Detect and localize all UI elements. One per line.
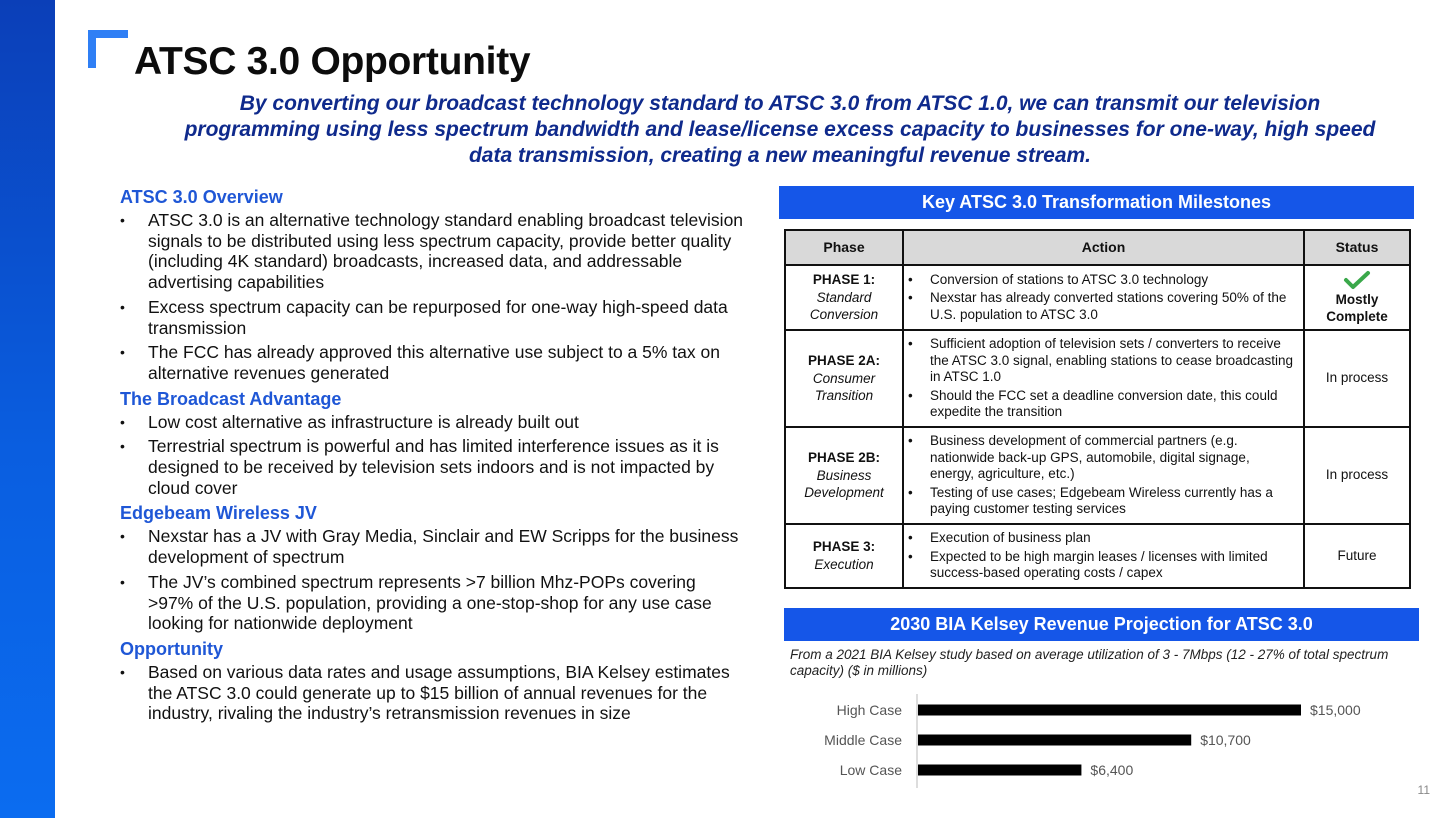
bullet-item: • Terrestrial spectrum is powerful and has limited interference issues as it is designed to be received by television sets indoors and is not impacted by cloud cover <box>120 436 745 498</box>
phase-cell <box>785 427 903 524</box>
bullet-item: • The JV’s combined spectrum represents >7 billion Mhz-POPs covering >97% of the U.S. population, providing a one-stop-shop for any use case looking for nationwide deployment <box>120 572 745 634</box>
milestones-header: Key ATSC 3.0 Transformation Milestones <box>779 186 1414 219</box>
bar-value-label: $15,000 <box>1310 702 1361 718</box>
bullet-item: • Excess spectrum capacity can be repurposed for one-way high-speed data transmission <box>120 297 745 338</box>
projection-note: From a 2021 BIA Kelsey study based on average utilization of 3 - 7Mbps (12 - 27% of total spectrum capacity) ($ in millions) <box>790 647 1389 678</box>
phase-description: Consumer Transition <box>812 371 876 403</box>
table-row <box>785 330 1410 427</box>
table-row <box>785 524 1410 588</box>
bullet-item: • ATSC 3.0 is an alternative technology standard enabling broadcast television signals to be distributed using less spectrum capacity, provide better quality (including 4K standard) broadcasts, increased data, and addressable advertising capabilities <box>120 210 745 293</box>
action-item: • Nexstar has already converted stations covering 50% of the U.S. population to ATSC 3.0 <box>908 290 1297 323</box>
bullet-list <box>120 210 745 384</box>
status-cell <box>1304 427 1410 524</box>
section-heading: Opportunity <box>120 638 223 659</box>
status-text: In process <box>1325 370 1389 386</box>
page-subtitle: By converting our broadcast technology standard to ATSC 3.0 from ATSC 1.0, we can transmit our television programming using less spectrum bandwidth and lease/license excess capacity to businesses for one-way, high speed data transmission, creating a new meaningful revenue stream. <box>184 92 1376 167</box>
bar-value-label: $10,700 <box>1200 732 1251 748</box>
table-header-row <box>785 230 1410 265</box>
section-heading: ATSC 3.0 Overview <box>120 187 283 207</box>
phase-description: Business Development <box>804 468 884 500</box>
section-heading: The Broadcast Advantage <box>120 388 342 409</box>
check-icon <box>1343 270 1371 290</box>
phase-cell <box>785 524 903 588</box>
action-item: • Sufficient adoption of television sets / converters to receive the ATSC 3.0 signal, enabling stations to cease broadcasting in ATSC 1.0 <box>908 336 1297 386</box>
phase-name: PHASE 2B: <box>807 449 880 465</box>
phase-description: Standard Conversion <box>809 290 879 322</box>
section-edgebeam-jv <box>120 502 745 634</box>
revenue-bar-chart <box>790 690 1410 790</box>
bullet-item: • Nexstar has a JV with Gray Media, Sinclair and EW Scripps for the business development of spectrum <box>120 526 745 567</box>
section-heading: Edgebeam Wireless JV <box>120 503 317 524</box>
status-text: Future <box>1337 547 1377 563</box>
bullet-item: • Low cost alternative as infrastructure is already built out <box>120 412 745 433</box>
table-row <box>785 427 1410 524</box>
phase-name: PHASE 1: <box>812 271 876 287</box>
bar-value-label: $6,400 <box>1090 762 1134 778</box>
action-item: • Conversion of stations to ATSC 3.0 technology <box>908 272 1297 289</box>
phase-cell <box>785 265 903 330</box>
bar-high-case <box>918 705 1301 716</box>
section-opportunity <box>120 638 745 724</box>
phase-description: Execution <box>814 557 874 572</box>
milestones-table <box>784 229 1411 589</box>
action-cell <box>903 330 1304 427</box>
bar-category-label: Low Case <box>839 762 902 778</box>
bar-middle-case <box>918 735 1191 746</box>
page-title: ATSC 3.0 Opportunity <box>134 40 531 83</box>
overview-column <box>120 186 745 728</box>
action-item: • Should the FCC set a deadline conversion date, this could expedite the transition <box>908 388 1297 421</box>
action-cell <box>903 524 1304 588</box>
page-number: 11 <box>1417 783 1430 797</box>
table-row <box>785 265 1410 330</box>
action-cell <box>903 265 1304 330</box>
column-header-status: Status <box>1304 230 1410 265</box>
action-cell <box>903 427 1304 524</box>
action-item: • Testing of use cases; Edgebeam Wireless currently has a paying customer testing services <box>908 485 1297 518</box>
bar-category-label: Middle Case <box>824 732 902 748</box>
status-cell <box>1304 265 1410 330</box>
bar-low-case <box>918 765 1081 776</box>
section-overview <box>120 186 745 384</box>
bullet-list <box>120 412 745 499</box>
bullet-item: • Based on various data rates and usage assumptions, BIA Kelsey estimates the ATSC 3.0 could generate up to $15 billion of annual revenues for the industry, rivaling the industry’s retransmission revenues in size <box>120 662 745 724</box>
bullet-item: • The FCC has already approved this alternative use subject to a 5% tax on alternative revenues generated <box>120 342 745 383</box>
section-broadcast-advantage <box>120 388 745 499</box>
bullet-list <box>120 662 745 724</box>
bullet-list <box>120 526 745 634</box>
phase-name: PHASE 2A: <box>807 352 880 368</box>
status-text: In process <box>1325 467 1389 483</box>
side-accent-bar <box>0 0 55 818</box>
title-corner-mark <box>88 30 128 68</box>
action-item: • Execution of business plan <box>908 530 1297 547</box>
status-cell <box>1304 330 1410 427</box>
status-text: Mostly Complete <box>1326 292 1388 324</box>
status-cell <box>1304 524 1410 588</box>
column-header-phase: Phase <box>785 230 903 265</box>
projection-header: 2030 BIA Kelsey Revenue Projection for ATSC 3.0 <box>784 608 1419 641</box>
bar-category-label: High Case <box>836 702 902 718</box>
column-header-action: Action <box>903 230 1304 265</box>
action-item: • Business development of commercial partners (e.g. nationwide back-up GPS, automobile, digital signage, energy, agriculture, etc.) <box>908 433 1297 483</box>
phase-cell <box>785 330 903 427</box>
action-item: • Expected to be high margin leases / licenses with limited success-based operating costs / capex <box>908 549 1297 582</box>
phase-name: PHASE 3: <box>812 538 876 554</box>
